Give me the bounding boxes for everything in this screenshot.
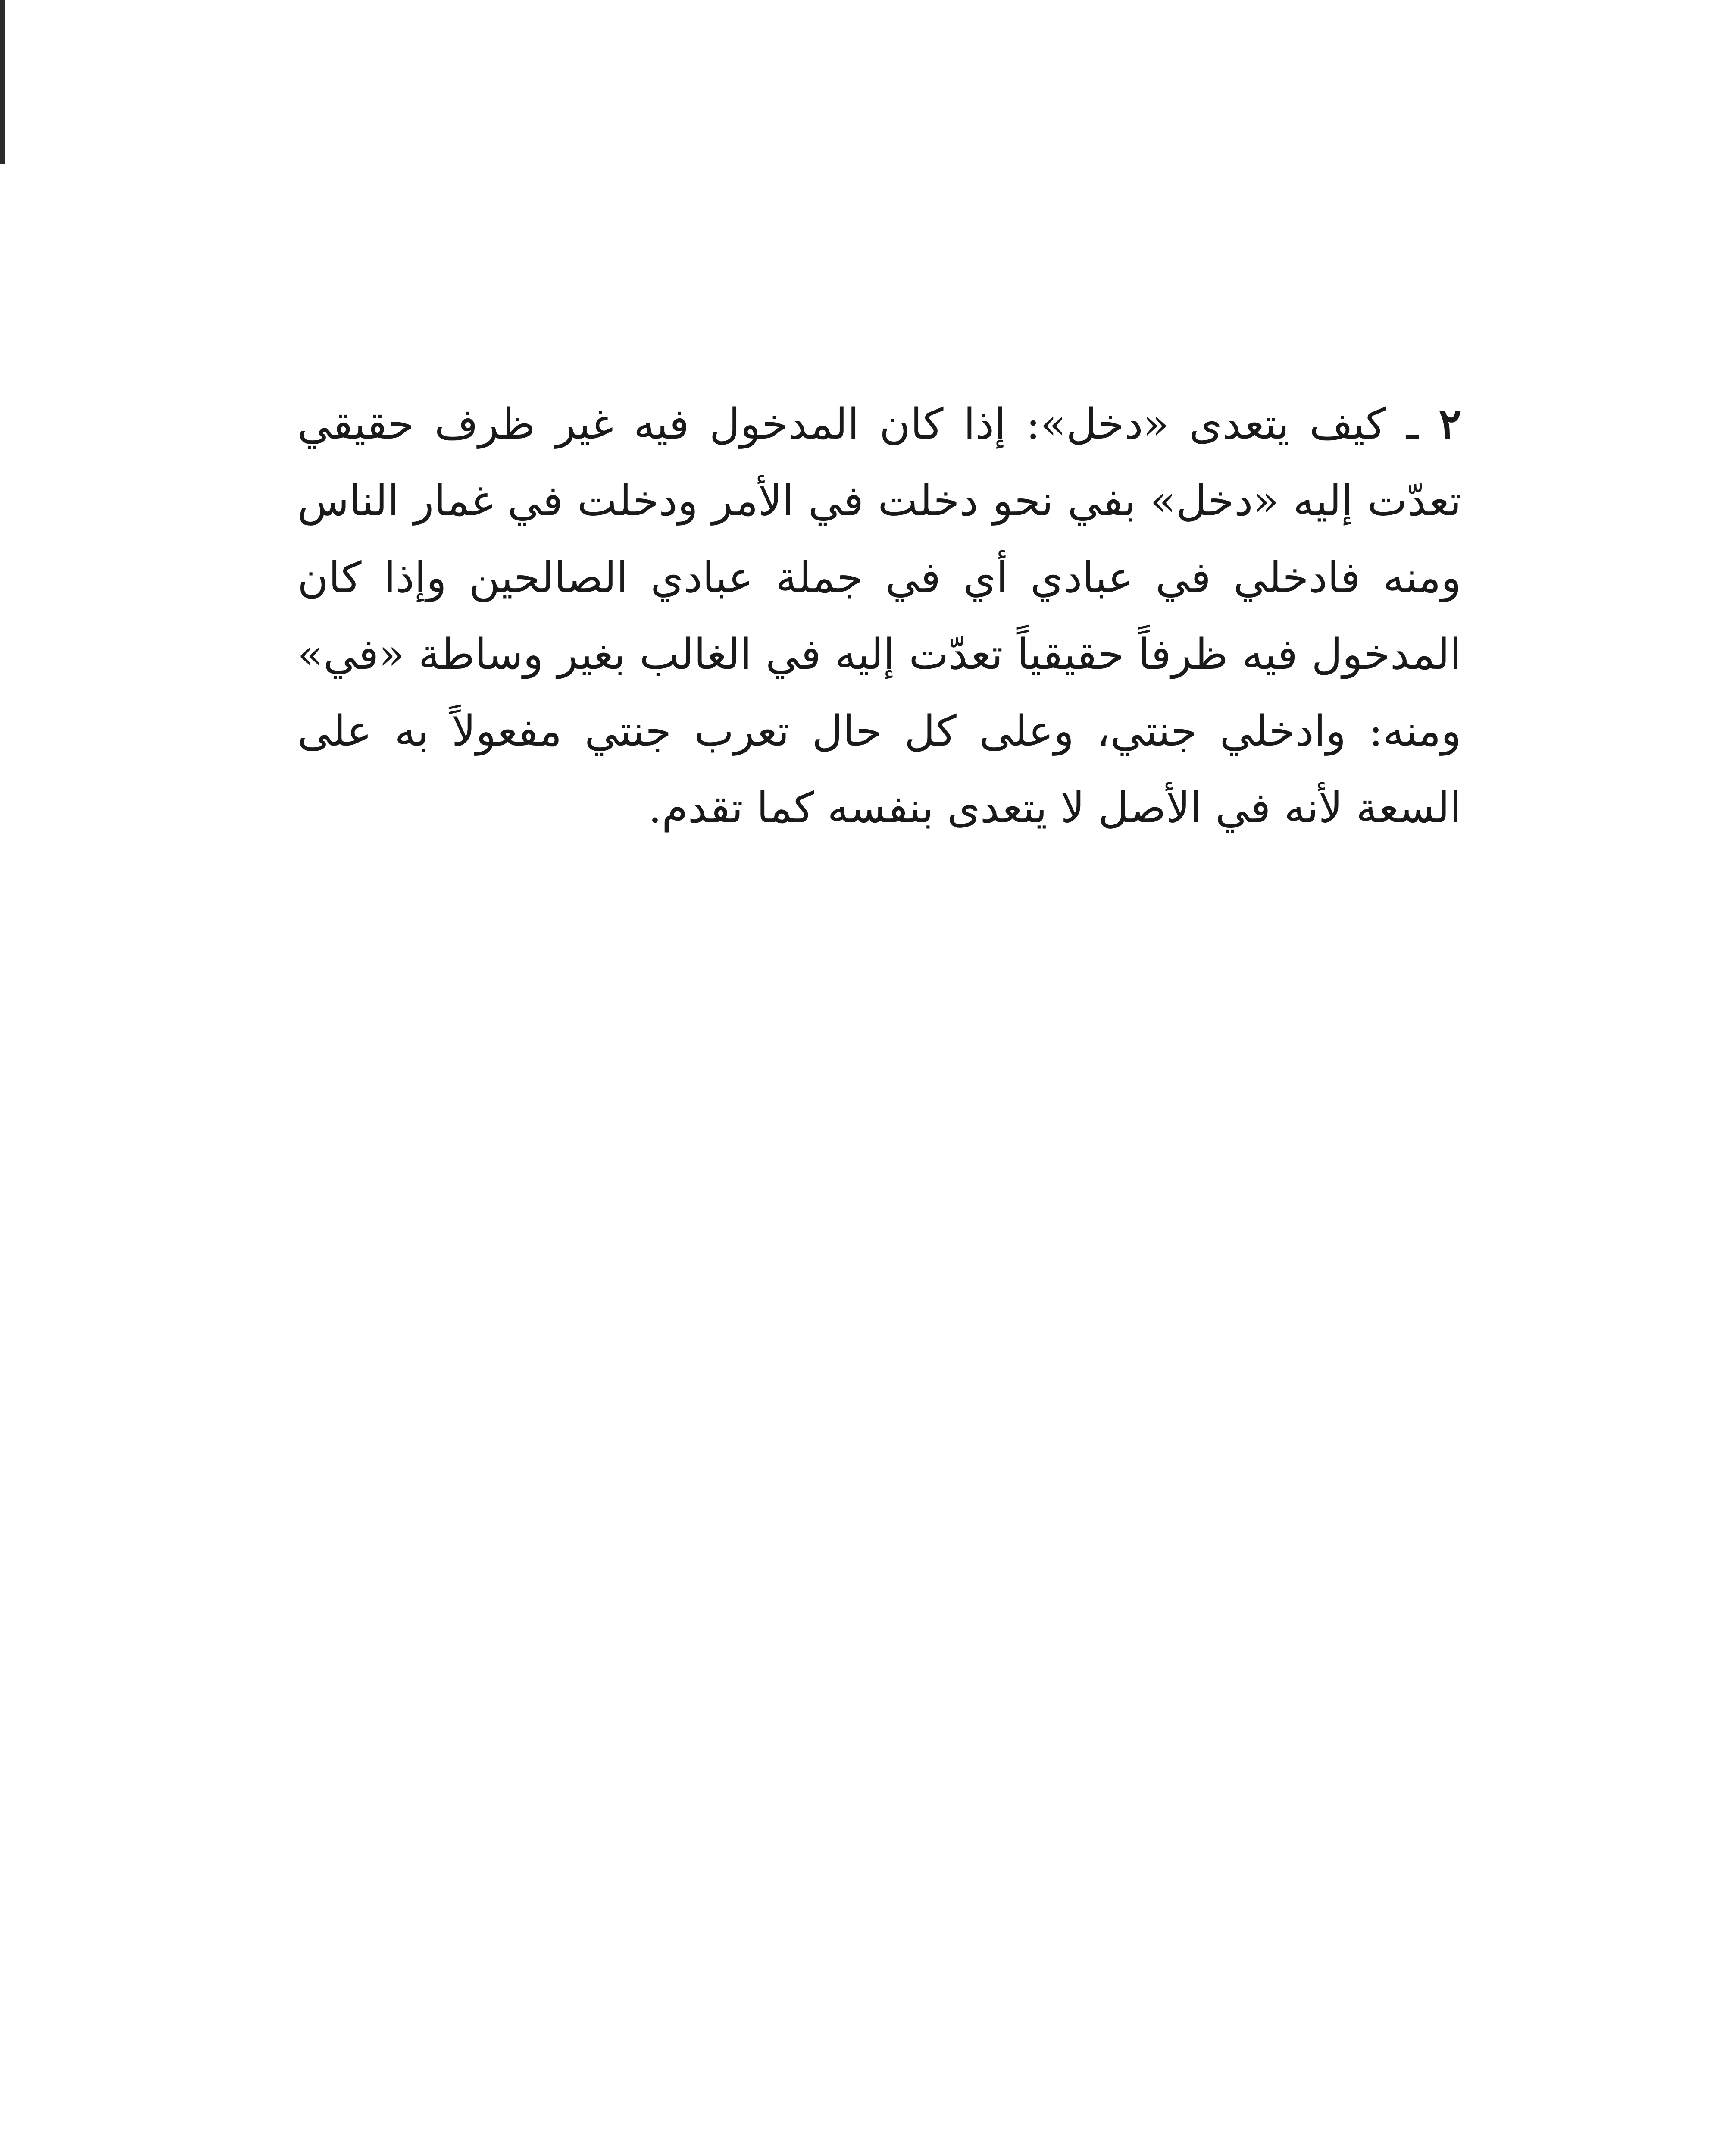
section-number: ٢ bbox=[1439, 399, 1461, 449]
section-body-text: ـ كيف يتعدى «دخل»: إذا كان المدخول فيه غير ظرف حقيقي تعدّت إليه «دخل» بفي نحو دخلت في الأمر ودخلت في غمار الناس ومنه فادخلي في عبادي أي في جملة عبادي الصالحين وإذا كان المدخول فيه ظرفاً حقيقياً تعدّت إليه في الغالب بغير وساطة «في» ومنه: وادخلي جنتي، وعلى كل حال تعرب جنتي مفعولاً به على السعة لأنه في الأصل لا يتعدى بنفسه كما تقدم. bbox=[297, 400, 1461, 833]
section-text-block bbox=[297, 386, 1461, 846]
section-paragraph bbox=[297, 386, 1461, 846]
scan-edge-mark bbox=[0, 0, 5, 164]
